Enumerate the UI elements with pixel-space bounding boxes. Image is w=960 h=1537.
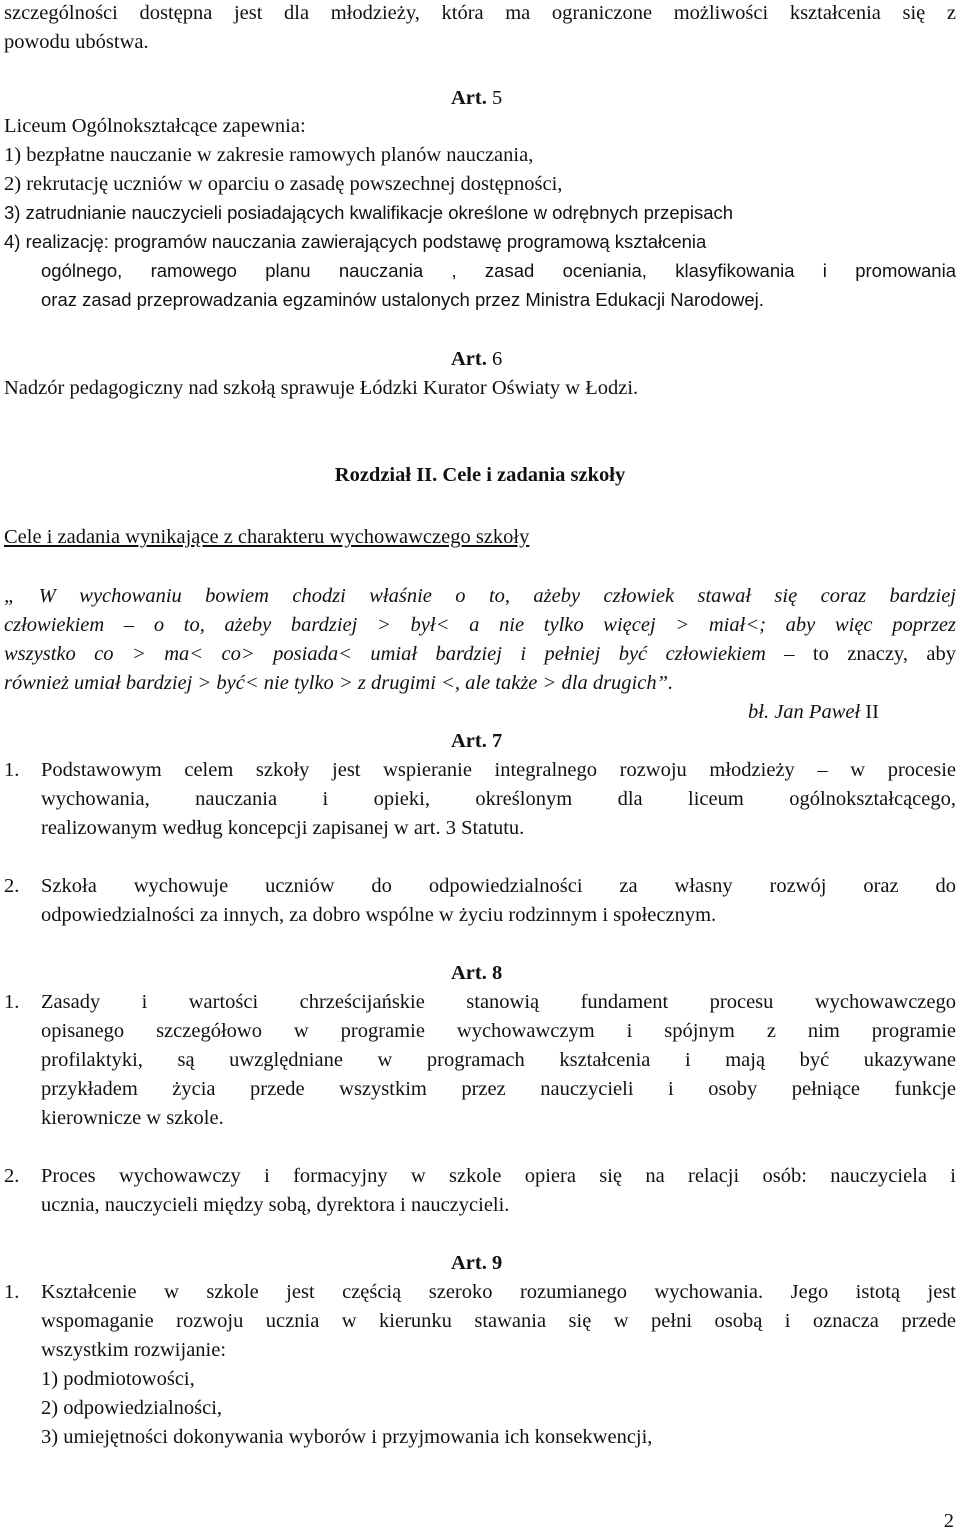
art8-p1-line-5: kierownicze w szkole. <box>41 1107 224 1129</box>
art8-title-num: 8 <box>491 962 503 984</box>
art7-title-word: Art. <box>451 730 487 752</box>
art8-p2-number: 2. <box>4 1165 20 1187</box>
art5-item-1: 1) bezpłatne nauczanie w zakresie ramowych planów nauczania, <box>4 144 534 166</box>
art8-p1-number: 1. <box>4 991 20 1013</box>
art5-item-2: 2) rekrutację uczniów w oparciu o zasadę powszechnej dostępności, <box>4 173 563 195</box>
art5-lead: Liceum Ogólnokształcące zapewnia: <box>4 115 306 137</box>
intro-line-1: szczególności dostępna jest dla młodzieży, która ma ograniczone możliwości kształcenia się z <box>4 2 956 24</box>
chapter-subtitle: Cele i zadania wynikające z charakteru wychowawczego szkoły <box>4 526 530 548</box>
art5-item-4-line-3: oraz zasad przeprowadzania egzaminów ustalonych przez Ministra Edukacji Narodowej. <box>41 289 764 310</box>
quote-line-3-italic: wszystko co > ma< co> posiada< umiał bardziej i pełniej być człowiekiem – <box>4 643 813 665</box>
art8-p1-line-3: profilaktyki, są uwzględniane w programach kształcenia i mają być ukazywane <box>41 1049 956 1071</box>
chapter-title: Rozdział II. Cele i zadania szkoły <box>334 464 626 486</box>
art5-item-4-line-2: ogólnego, ramowego planu nauczania , zasad oceniania, klasyfikowania i promowania <box>41 260 956 281</box>
quote-line-3 <box>4 641 956 667</box>
art5-title-word: Art. <box>451 87 487 109</box>
art7-p1-line-3: realizowanym według koncepcji zapisanej w art. 3 Statutu. <box>41 817 525 839</box>
quote-line-3-normal: to znaczy, aby <box>812 643 956 665</box>
art8-p1-line-4: przykładem życia przede wszystkim przez nauczycieli i osoby pełniące funkcje <box>41 1078 956 1100</box>
art6-text: Nadzór pedagogiczny nad szkołą sprawuje Łódzki Kurator Oświaty w Łodzi. <box>4 377 639 399</box>
art5-heading <box>451 85 502 111</box>
art8-title-word: Art. <box>451 962 487 984</box>
art6-title-word: Art. <box>451 348 487 370</box>
art8-heading <box>451 960 502 986</box>
art7-p2-line-2: odpowiedzialności za innych, za dobro wspólne w życiu rodzinnym i społecznym. <box>41 904 717 926</box>
quote-author-italic: bł. Jan Paweł <box>748 701 866 723</box>
art8-p2-line-1: Proces wychowawczy i formacyjny w szkole opiera się na relacji osób: nauczyciela i <box>41 1165 956 1187</box>
quote-author-normal: II <box>865 701 879 723</box>
art9-heading <box>451 1250 502 1276</box>
art9-list-item-1: 1) podmiotowości, <box>41 1368 195 1390</box>
intro-line-2: powodu ubóstwa. <box>4 31 149 53</box>
art8-p1-line-2: opisanego szczegółowo w programie wychowawczym i spójnym z nim programie <box>41 1020 956 1042</box>
art9-list-item-2: 2) odpowiedzialności, <box>41 1397 223 1419</box>
art9-list-item-3: 3) umiejętności dokonywania wyborów i przyjmowania ich konsekwencji, <box>41 1426 653 1448</box>
art8-p2-line-2: ucznia, nauczycieli między sobą, dyrektora i nauczycieli. <box>41 1194 510 1216</box>
art7-heading <box>451 728 502 754</box>
art6-title-num: 6 <box>491 348 503 370</box>
art5-item-3: 3) zatrudnianie nauczycieli posiadających kwalifikacje określone w odrębnych przepisach <box>4 202 734 223</box>
art7-p2-line-1: Szkoła wychowuje uczniów do odpowiedzialności za własny rozwój oraz do <box>41 875 956 897</box>
quote-line-4: również umiał bardziej > być< nie tylko > z drugimi <, ale także > dla drugich”. <box>4 672 674 694</box>
art7-p1-number: 1. <box>4 759 20 781</box>
art6-heading <box>451 346 502 372</box>
quote-line-1: „ W wychowaniu bowiem chodzi właśnie o to, ażeby człowiek stawał się coraz bardziej <box>4 585 956 607</box>
art5-item-4-line-1: 4) realizację: programów nauczania zawierających podstawę programową kształcenia <box>4 231 707 252</box>
art7-p2-number: 2. <box>4 875 20 897</box>
page-number: 2 <box>943 1510 954 1532</box>
art8-p1-line-1: Zasady i wartości chrześcijańskie stanowią fundament procesu wychowawczego <box>41 991 956 1013</box>
art9-p1-number: 1. <box>4 1281 20 1303</box>
art9-title-num: 9 <box>491 1252 503 1274</box>
art5-title-num: 5 <box>491 87 503 109</box>
art7-p1-line-1: Podstawowym celem szkoły jest wspieranie integralnego rozwoju młodzieży – w procesie <box>41 759 956 781</box>
art7-title-num: 7 <box>491 730 503 752</box>
art9-p1-line-2: wspomaganie rozwoju ucznia w kierunku stawania się w pełni osobą i oznacza przede <box>41 1310 956 1332</box>
quote-line-2: człowiekiem – o to, ażeby bardziej > był< a nie tylko więcej > miał<; aby więc poprzez <box>4 614 956 636</box>
quote-author <box>748 699 879 725</box>
art7-p1-line-2: wychowania, nauczania i opieki, określonym dla liceum ogólnokształcącego, <box>41 788 956 810</box>
art9-p1-line-3: wszystkim rozwijanie: <box>41 1339 227 1361</box>
art9-p1-line-1: Kształcenie w szkole jest częścią szeroko rozumianego wychowania. Jego istotą jest <box>41 1281 956 1303</box>
art9-title-word: Art. <box>451 1252 487 1274</box>
